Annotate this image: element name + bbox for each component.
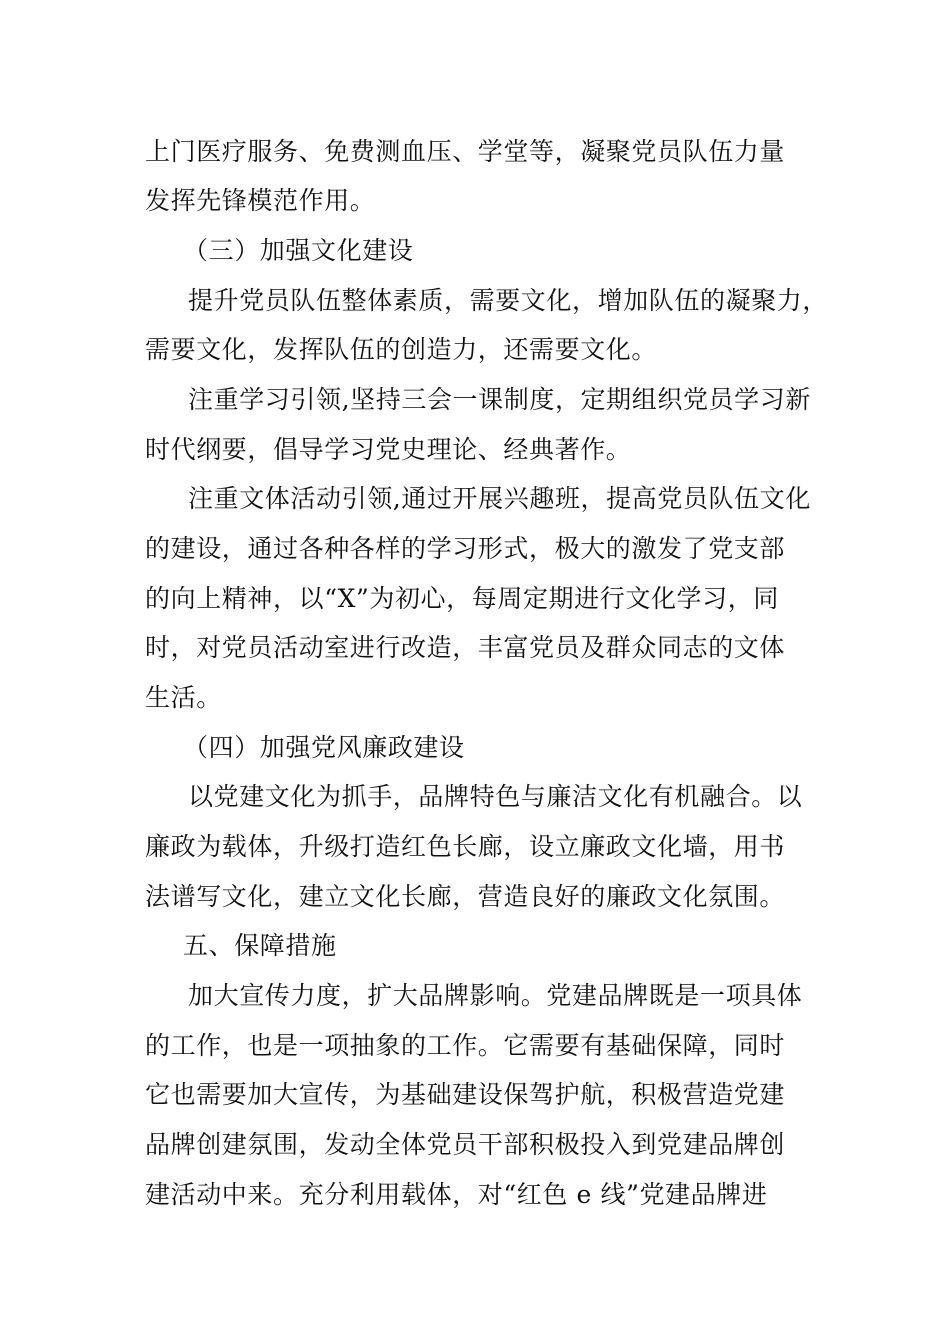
paragraph-first-line: 注重文体活动引领,通过开展兴趣班，提高党员队伍文化 [188, 484, 811, 513]
body-text-line: 发挥先锋模范作用。 [145, 186, 376, 215]
section-heading-5: 五、保障措施 [183, 931, 337, 960]
body-text-line: 的建设，通过各种各样的学习形式，极大的激发了党支部 [145, 534, 786, 563]
body-text-line: 上门医疗服务、免费测血压、学堂等，凝聚党员队伍力量 [145, 137, 786, 166]
paragraph-first-line: 以党建文化为抓手，品牌特色与廉洁文化有机融合。以 [188, 782, 803, 811]
body-text-line: 的工作，也是一项抽象的工作。它需要有基础保障，同时 [145, 1031, 786, 1060]
body-text-line: 建活动中来。充分利用载体，对“红色 e 线”党建品牌进 [145, 1180, 768, 1209]
paragraph-first-line: 注重学习引领,坚持三会一课制度，定期组织党员学习新 [188, 385, 811, 414]
body-text-line: 法谱写文化，建立文化长廊，营造良好的廉政文化氛围。 [145, 882, 786, 911]
section-heading-4: （四）加强党风廉政建设 [183, 733, 465, 762]
body-text-line: 时，对党员活动室进行改造，丰富党员及群众同志的文体 [145, 633, 786, 662]
paragraph-first-line: 提升党员队伍整体素质，需要文化，增加队伍的凝聚力， [188, 286, 829, 315]
body-text-line: 时代纲要，倡导学习党史理论、经典著作。 [145, 435, 632, 464]
body-text-line: 需要文化，发挥队伍的创造力，还需要文化。 [145, 335, 658, 364]
body-text-line: 廉政为载体，升级打造红色长廊，设立廉政文化墙，用书 [145, 832, 786, 861]
body-text-line: 的向上精神，以“X”为初心，每周定期进行文化学习，同 [145, 584, 779, 613]
section-heading-3: （三）加强文化建设 [183, 236, 414, 265]
body-text-line: 品牌创建氛围，发动全体党员干部积极投入到党建品牌创 [145, 1130, 786, 1159]
body-text-line: 生活。 [145, 683, 222, 712]
paragraph-first-line: 加大宣传力度，扩大品牌影响。党建品牌既是一项具体 [188, 981, 803, 1010]
body-text-line: 它也需要加大宣传，为基础建设保驾护航，积极营造党建 [145, 1080, 786, 1109]
